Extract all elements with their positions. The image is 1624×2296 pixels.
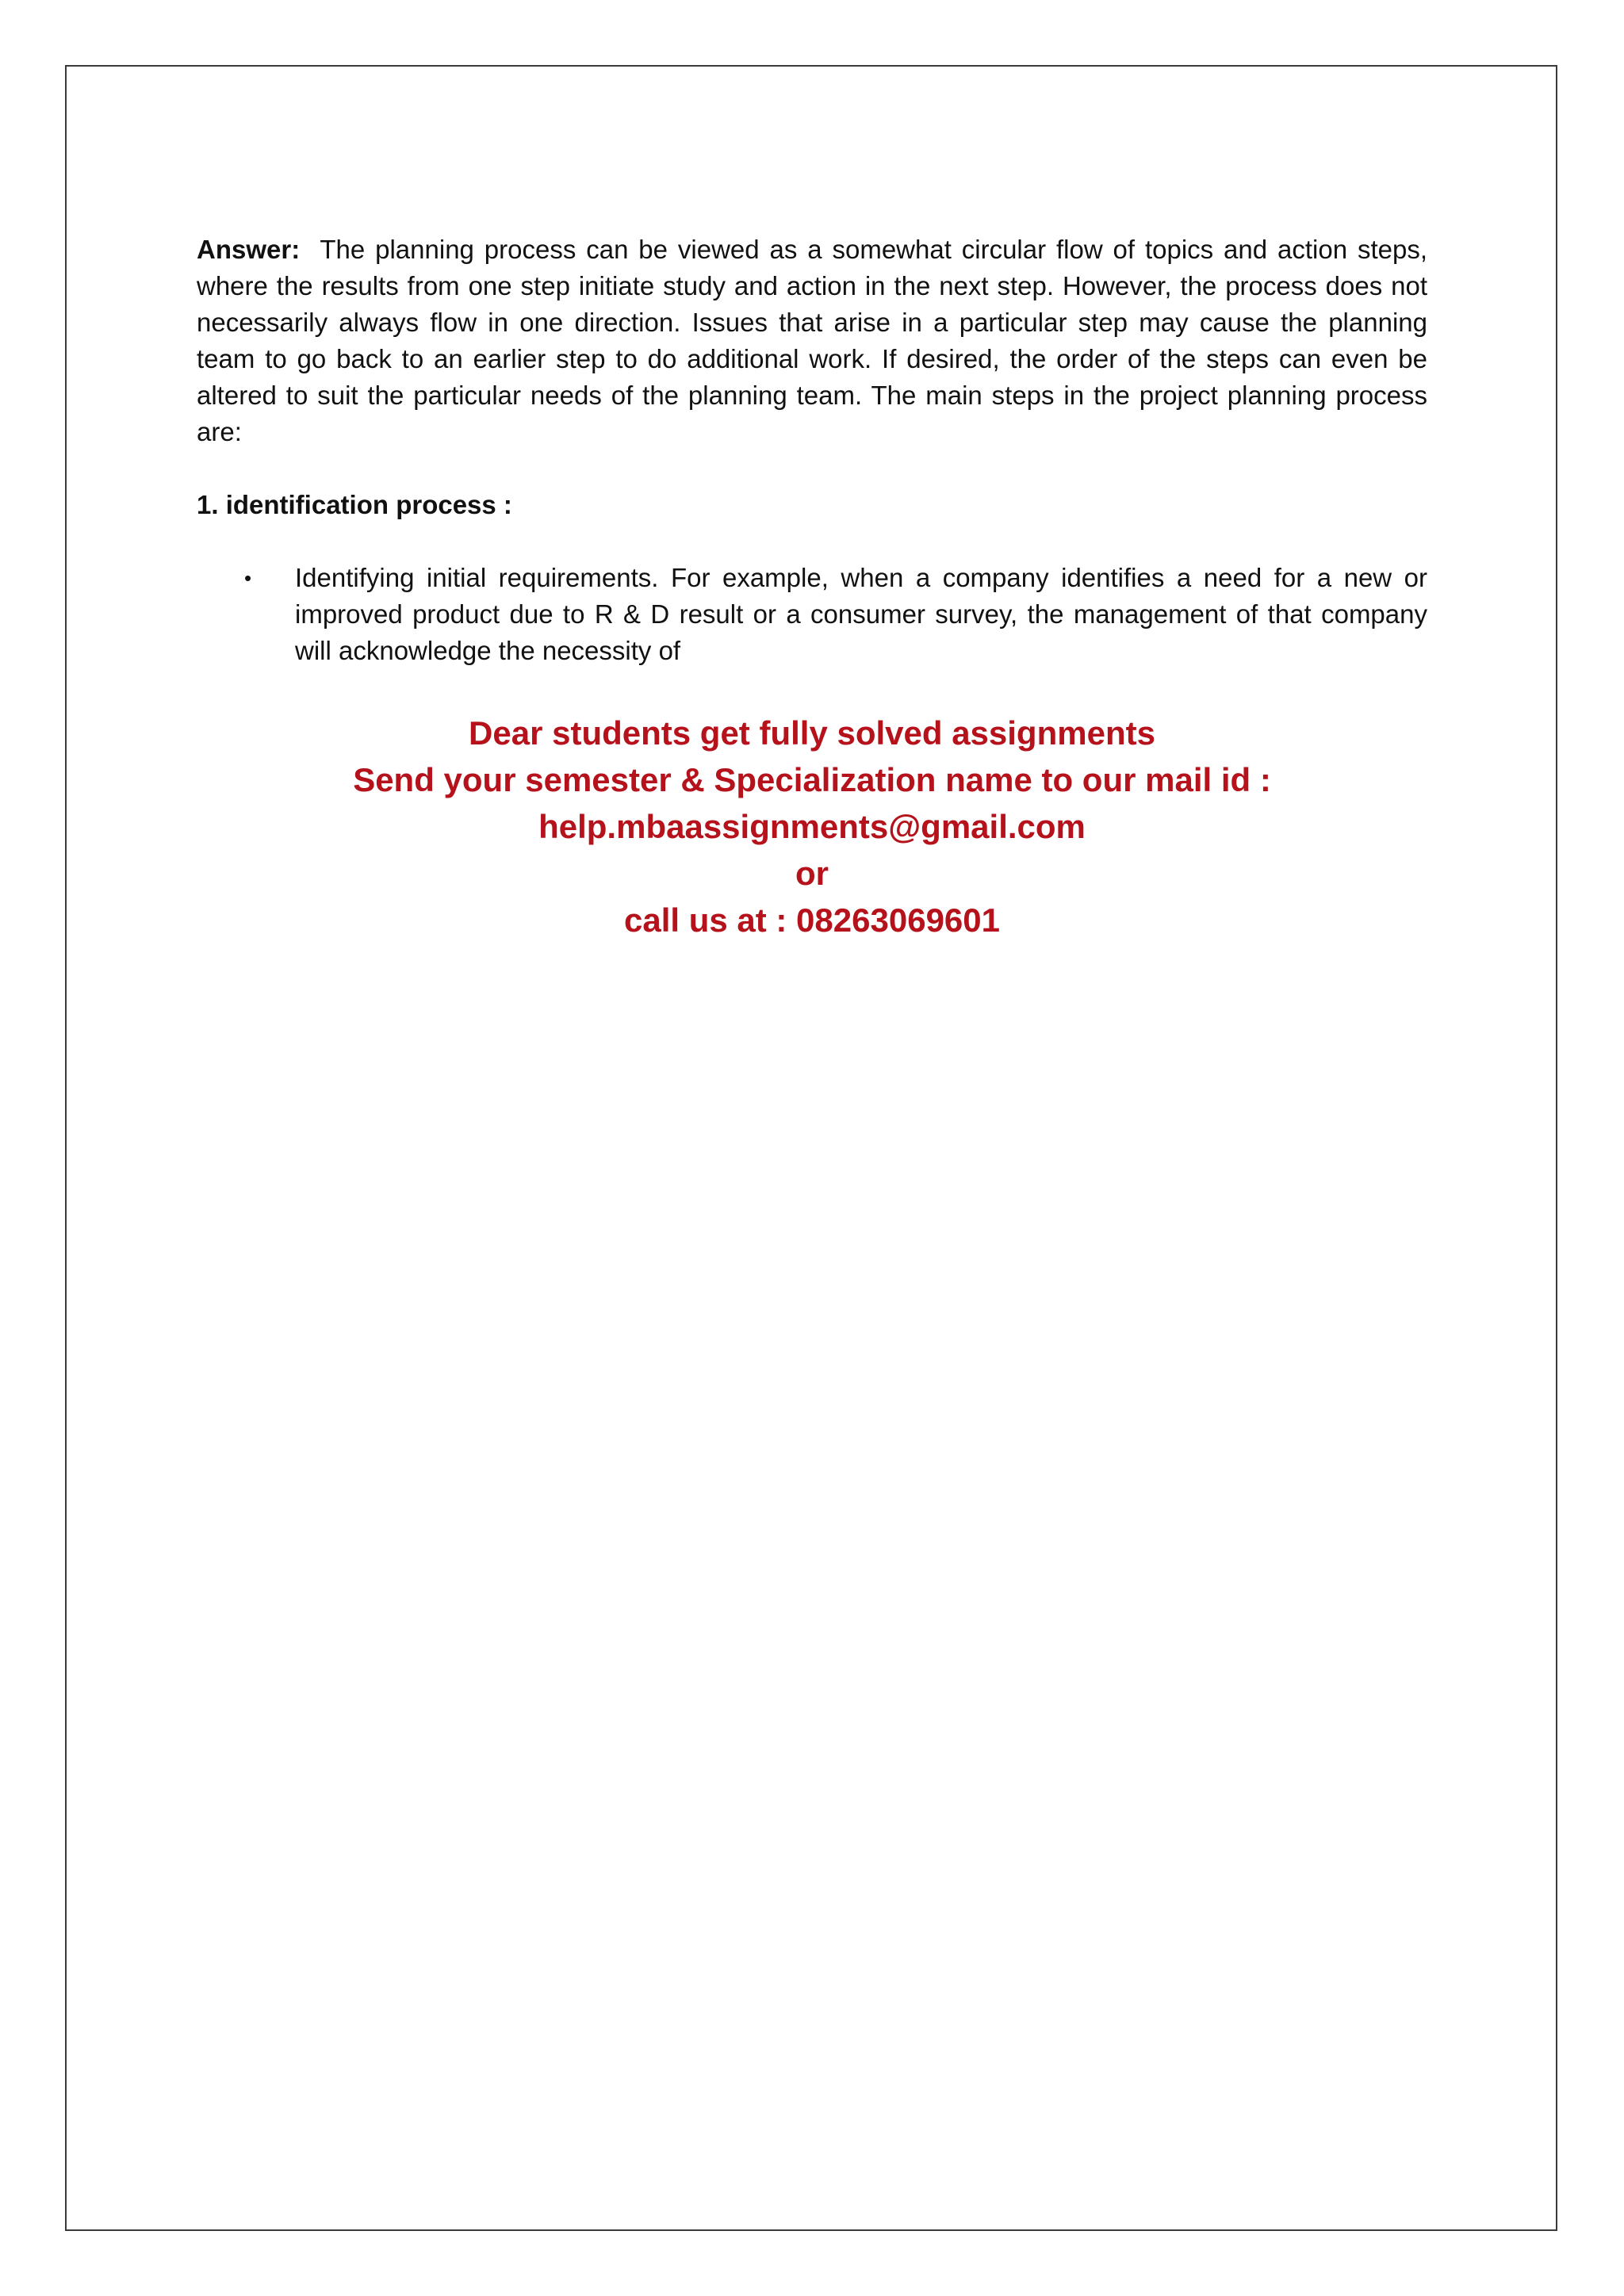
promo-block — [197, 710, 1427, 943]
answer-label: Answer: — [197, 235, 301, 264]
bullet-icon: • — [244, 566, 252, 590]
section-heading: 1. identification process : — [197, 490, 512, 519]
promo-instruction: Send your semester & Specialization name to our mail id : — [353, 761, 1271, 798]
promo-phone: call us at : 08263069601 — [623, 901, 1001, 939]
bullet-text: Identifying initial requirements. For example, when a company identifies a need for a new or improved product due to R & D result or a consumer survey, the management of that company will acknowledge the necessity of — [295, 563, 1427, 665]
promo-email: help.mbaassignments@gmail.com — [538, 808, 1086, 845]
promo-headline: Dear students get fully solved assignments — [469, 714, 1155, 752]
answer-paragraph — [197, 232, 1427, 450]
promo-or: or — [795, 855, 829, 892]
document-body — [197, 232, 1427, 669]
answer-text: The planning process can be viewed as a somewhat circular flow of topics and action steps, where the results from one step initiate study and action in the next step. However, the process does not necessarily always flow in one direction. Issues that arise in a particular step may cause the planning team to go back to an earlier step to do additional work. If desired, the order of the steps can even be altered to suit the particular needs of the planning team. The main steps in the project planning process are: — [197, 235, 1427, 446]
list-item — [197, 560, 1427, 669]
bullet-list — [197, 560, 1427, 669]
